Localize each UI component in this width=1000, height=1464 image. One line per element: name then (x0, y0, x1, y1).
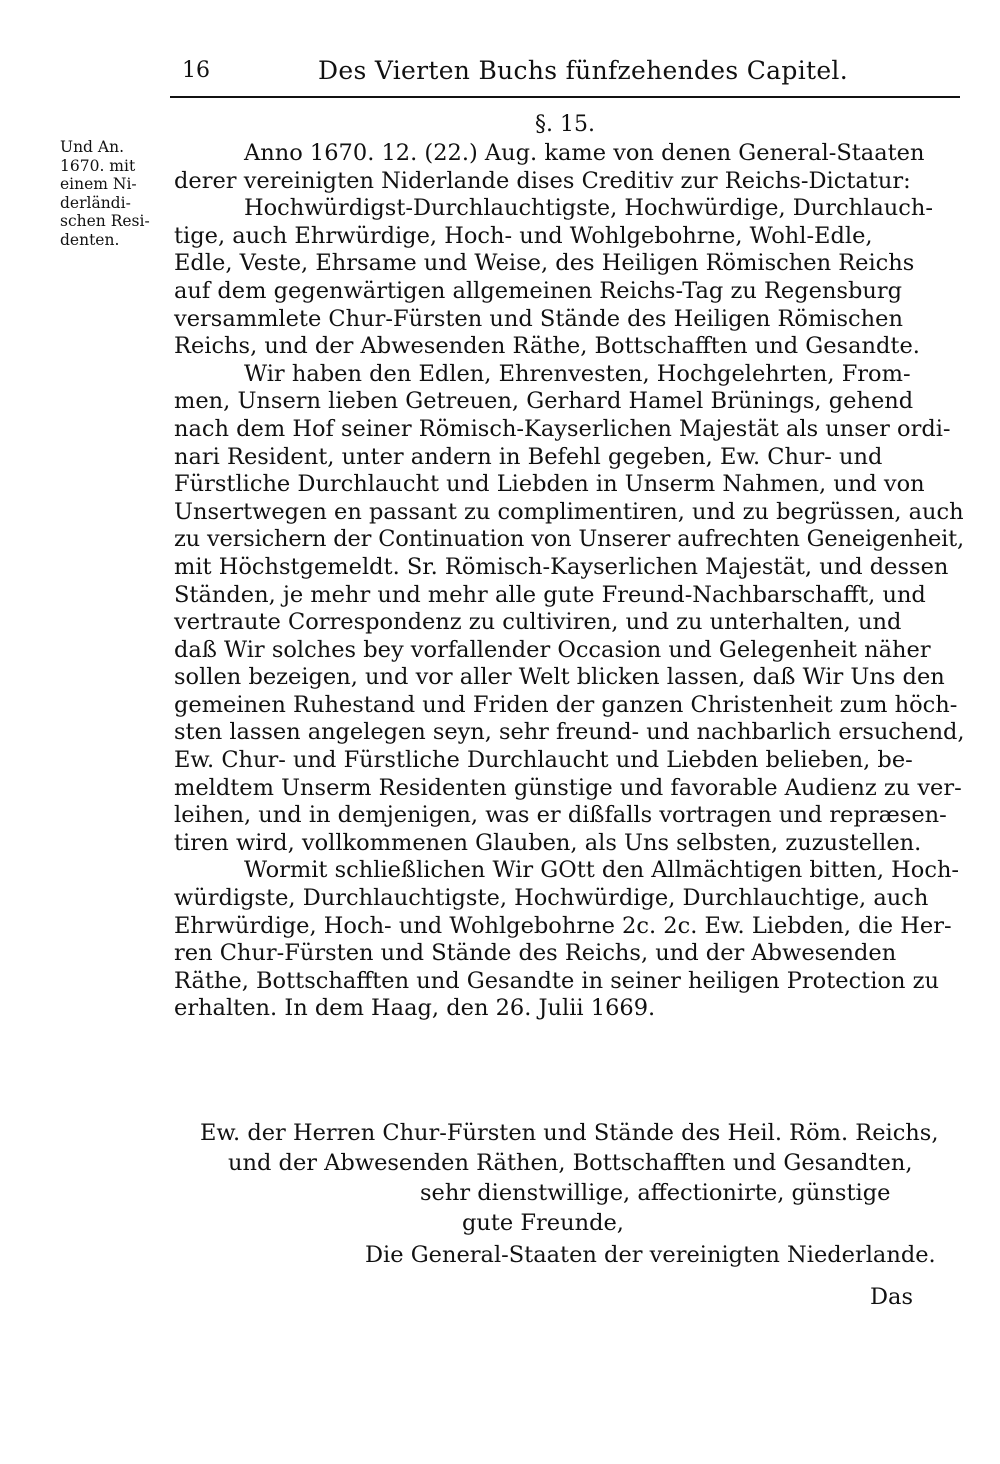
text-line: tiren wird, vollkommenen Glauben, als Uns selbsten, zuzustellen. (174, 829, 922, 856)
text-line: nari Resident, unter andern in Befehl gegeben, Ew. Chur- und (174, 443, 883, 470)
text-line: Edle, Veste, Ehrsame und Weise, des Heiligen Römischen Reichs (174, 250, 915, 277)
text-line: Ständen, je mehr und mehr alle gute Freund-Nachbarschafft, und (174, 581, 926, 608)
margin-note-line: 1670. mit (60, 156, 136, 175)
closing-line: Ew. der Herren Chur-Fürsten und Stände des Heil. Röm. Reichs, (200, 1120, 939, 1146)
text-line: Wormit schließlichen Wir GOtt den Allmächtigen bitten, Hoch- (244, 857, 960, 884)
text-line: leihen, und in demjenigen, was er dißfalls vortragen und repræsen- (174, 802, 947, 829)
text-line: men, Unsern lieben Getreuen, Gerhard Hamel Brünings, gehend (174, 388, 914, 415)
margin-note-line: einem Ni- (60, 175, 137, 193)
margin-note-line: denten. (60, 230, 120, 249)
text-line: Fürstliche Durchlaucht und Liebden in Unserm Nahmen, und von (174, 471, 925, 498)
text-line: vertraute Correspondenz zu cultiviren, und zu unterhalten, und (174, 609, 902, 636)
text-line: Wir haben den Edlen, Ehrenvesten, Hochgelehrten, From- (244, 360, 911, 387)
catchword: Das (870, 1284, 914, 1310)
text-line: auf dem gegenwärtigen allgemeinen Reichs-Tag zu Regensburg (174, 277, 903, 304)
body-text (174, 140, 964, 1023)
text-line: versammlete Chur-Fürsten und Stände des Heiligen Römischen (174, 305, 903, 332)
text-line: sollen bezeigen, und vor aller Welt blicken lassen, daß Wir Uns den (174, 664, 945, 691)
text-line: Räthe, Bottschafften und Gesandte in seiner heiligen Protection zu (174, 967, 939, 994)
text-line: derer vereinigten Niderlande dises Creditiv zur Reichs-Dictatur: (174, 167, 911, 194)
closing-line: gute Freunde, (462, 1210, 624, 1236)
text-line: gemeinen Ruhestand und Friden der ganzen Christenheit zum höch- (174, 691, 958, 718)
margin-note-line: Und An. (60, 138, 124, 156)
text-line: Hochwürdigst-Durchlauchtigste, Hochwürdige, Durchlauch- (244, 195, 933, 222)
text-line: daß Wir solches bey vorfallender Occasion und Gelegenheit näher (174, 636, 931, 663)
margin-note-line: schen Resi- (60, 212, 150, 230)
text-line: Ew. Chur- und Fürstliche Durchlaucht und Liebden belieben, be- (174, 747, 913, 774)
margin-note-line: derländi- (60, 193, 131, 212)
text-line: Reichs, und der Abwesenden Räthe, Bottschafften und Gesandte. (174, 333, 920, 360)
text-line: meldtem Unserm Residenten günstige und favorable Audienz zu ver- (174, 774, 962, 801)
section-number: §. 15. (535, 112, 595, 137)
text-line: ren Chur-Fürsten und Stände des Reichs, und der Abwesenden (174, 940, 897, 967)
closing-line: und der Abwesenden Räthen, Bottschafften und Gesandten, (228, 1150, 913, 1176)
text-line: sten lassen angelegen seyn, sehr freund- und nachbarlich ersuchend, (174, 719, 965, 746)
page-header (170, 52, 960, 104)
text-line: tige, auch Ehrwürdige, Hoch- und Wohlgebohrne, Wohl-Edle, (174, 222, 873, 249)
page-number: 16 (182, 58, 210, 83)
closing-line: sehr dienstwillige, affectionirte, günstige (420, 1180, 891, 1206)
text-line: würdigste, Durchlauchtigste, Hochwürdige, Durchlauchtige, auch (174, 885, 929, 912)
text-line: Anno 1670. 12. (22.) Aug. kame von denen General-Staaten (244, 140, 925, 166)
running-head: Des Vierten Buchs fünfzehendes Capitel. (318, 56, 848, 85)
signature-line: Die General-Staaten der vereinigten Niederlande. (365, 1242, 936, 1268)
text-line: erhalten. In dem Haag, den 26. Julii 1669. (174, 995, 656, 1022)
header-rule (170, 96, 960, 98)
text-line: mit Höchstgemeldt. Sr. Römisch-Kayserlichen Majestät, und dessen (174, 553, 949, 580)
text-line: nach dem Hof seiner Römisch-Kayserlichen Majestät als unser ordi- (174, 415, 951, 442)
text-line: Ehrwürdige, Hoch- und Wohlgebohrne 2c. 2c. Ew. Liebden, die Her- (174, 912, 952, 939)
margin-note (60, 138, 160, 249)
text-line: zu versichern der Continuation von Unserer aufrechten Geneigenheit, (174, 526, 964, 553)
text-line: Unsertwegen en passant zu complimentiren, und zu begrüssen, auch (174, 498, 964, 525)
